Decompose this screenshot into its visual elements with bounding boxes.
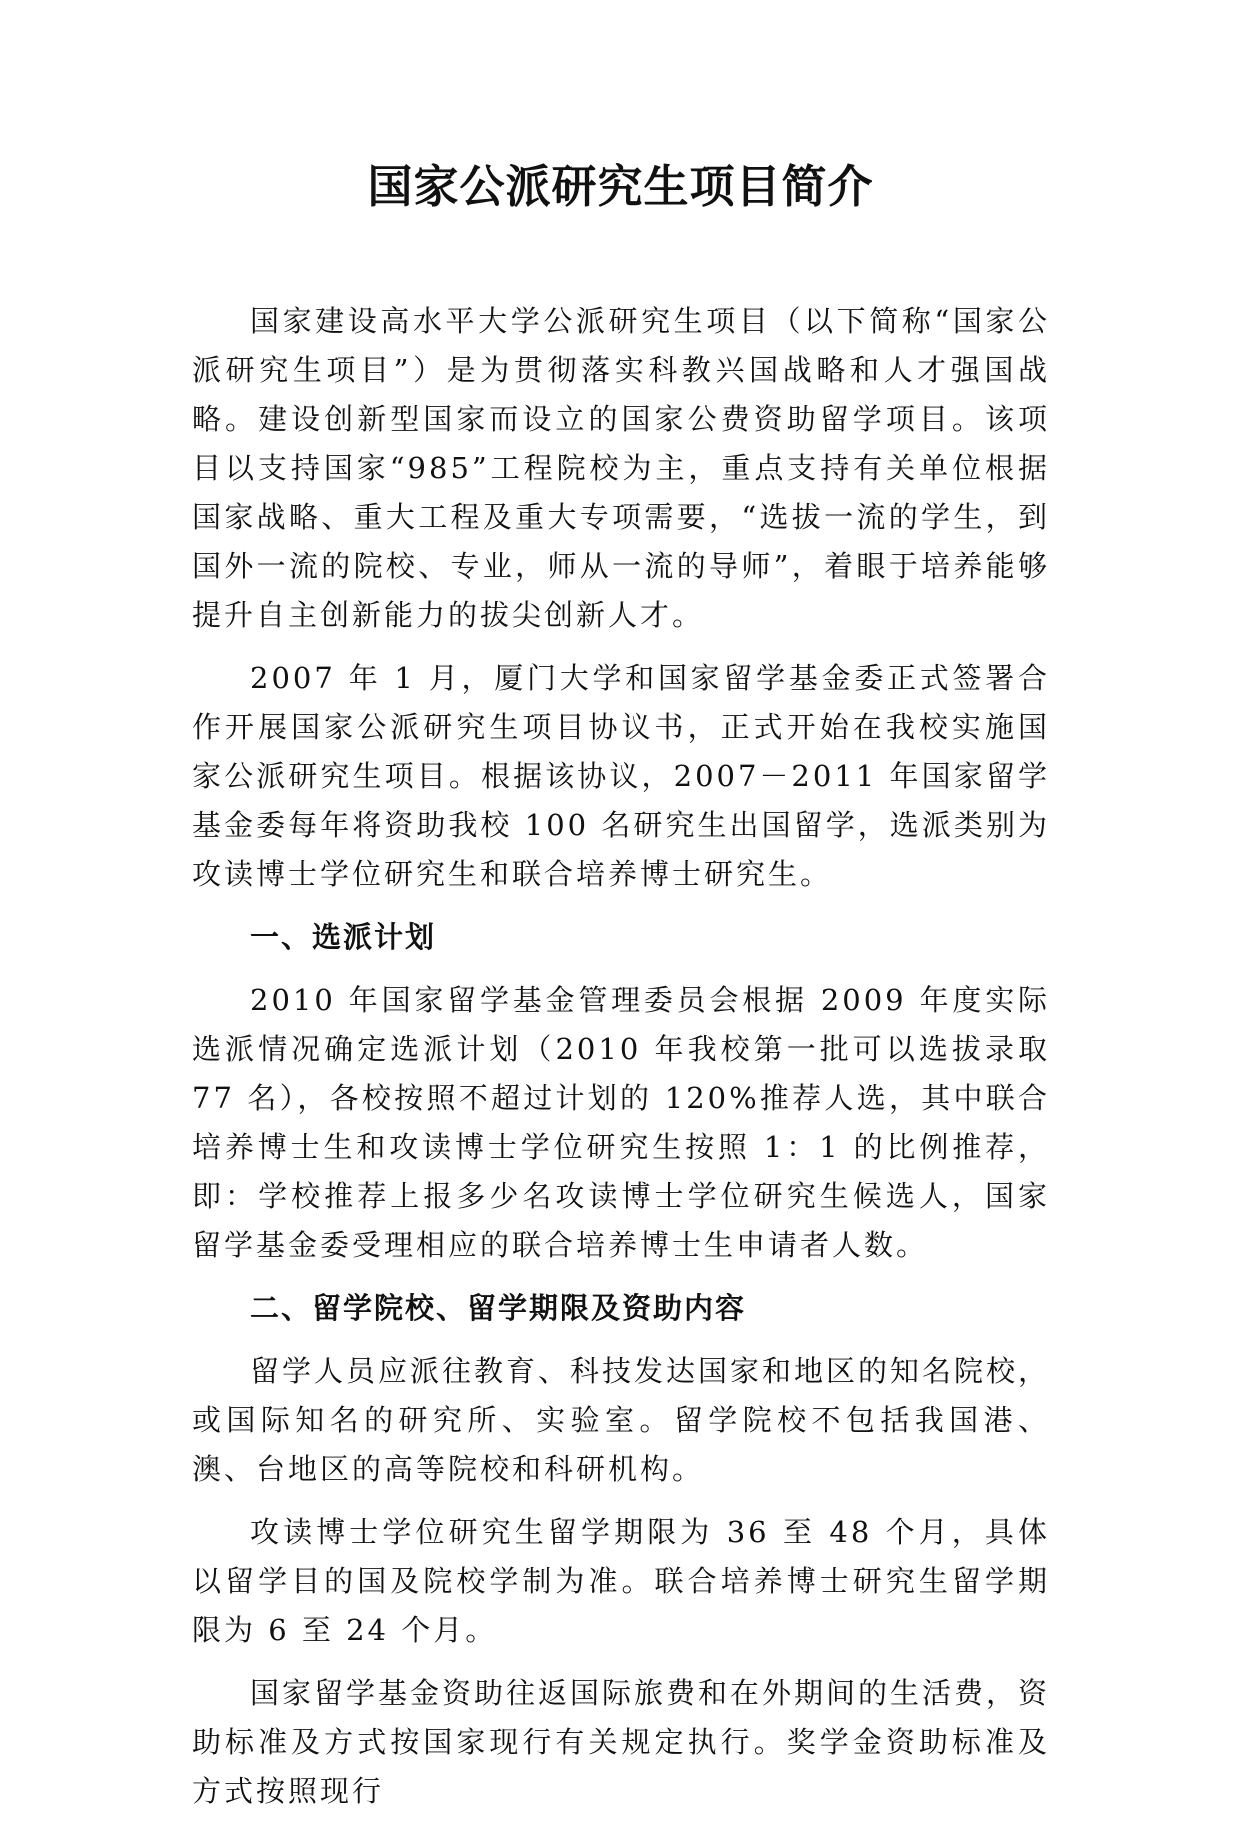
agreement-paragraph: 2007 年 1 月，厦门大学和国家留学基金委正式签署合作开展国家公派研究生项目协议书，正式开始在我校实施国家公派研究生项目。根据该协议，2007－2011 年国家留学基金委每年将资助我校 100 名研究生出国留学，选派类别为攻读博士学位研究生和联合培养博士研究生。 bbox=[192, 661, 1050, 891]
duration-paragraph: 攻读博士学位研究生留学期限为 36 至 48 个月，具体以留学目的国及院校学制为准。联合培养博士研究生留学期限为 6 至 24 个月。 bbox=[192, 1515, 1050, 1647]
section-heading-institutions-duration-funding: 二、留学院校、留学期限及资助内容 bbox=[250, 1291, 747, 1325]
institutions-paragraph: 留学人员应派往教育、科技发达国家和地区的知名院校，或国际知名的研究所、实验室。留学院校不包括我国港、澳、台地区的高等院校和科研机构。 bbox=[192, 1354, 1051, 1486]
intro-paragraph: 国家建设高水平大学公派研究生项目（以下简称“国家公派研究生项目”）是为贯彻落实科教兴国战略和人才强国战略。建设创新型国家而设立的国家公费资助留学项目。该项目以支持国家“985”工程院校为主，重点支持有关单位根据国家战略、重大工程及重大专项需要，“选拔一流的学生，到国外一流的院校、专业，师从一流的导师”，着眼于培养能够提升自主创新能力的拔尖创新人才。 bbox=[192, 304, 1050, 632]
selection-plan-paragraph: 2010 年国家留学基金管理委员会根据 2009 年度实际选派情况确定选派计划（2010 年我校第一批可以选拔录取 77 名），各校按照不超过计划的 120%推荐人选，其中联合培养博士生和攻读博士学位研究生按照 1：1 的比例推荐，即：学校推荐上报多少名攻读博士学位研究生候选人，国家留学基金委受理相应的联合培养博士生申请者人数。 bbox=[192, 983, 1050, 1262]
document-title: 国家公派研究生项目简介 bbox=[367, 160, 874, 213]
section-heading-selection-plan: 一、选派计划 bbox=[250, 920, 437, 954]
document-body bbox=[192, 297, 1050, 1830]
funding-paragraph: 国家留学基金资助往返国际旅费和在外期间的生活费，资助标准及方式按国家现行有关规定执行。奖学金资助标准及方式按照现行 bbox=[192, 1676, 1051, 1808]
